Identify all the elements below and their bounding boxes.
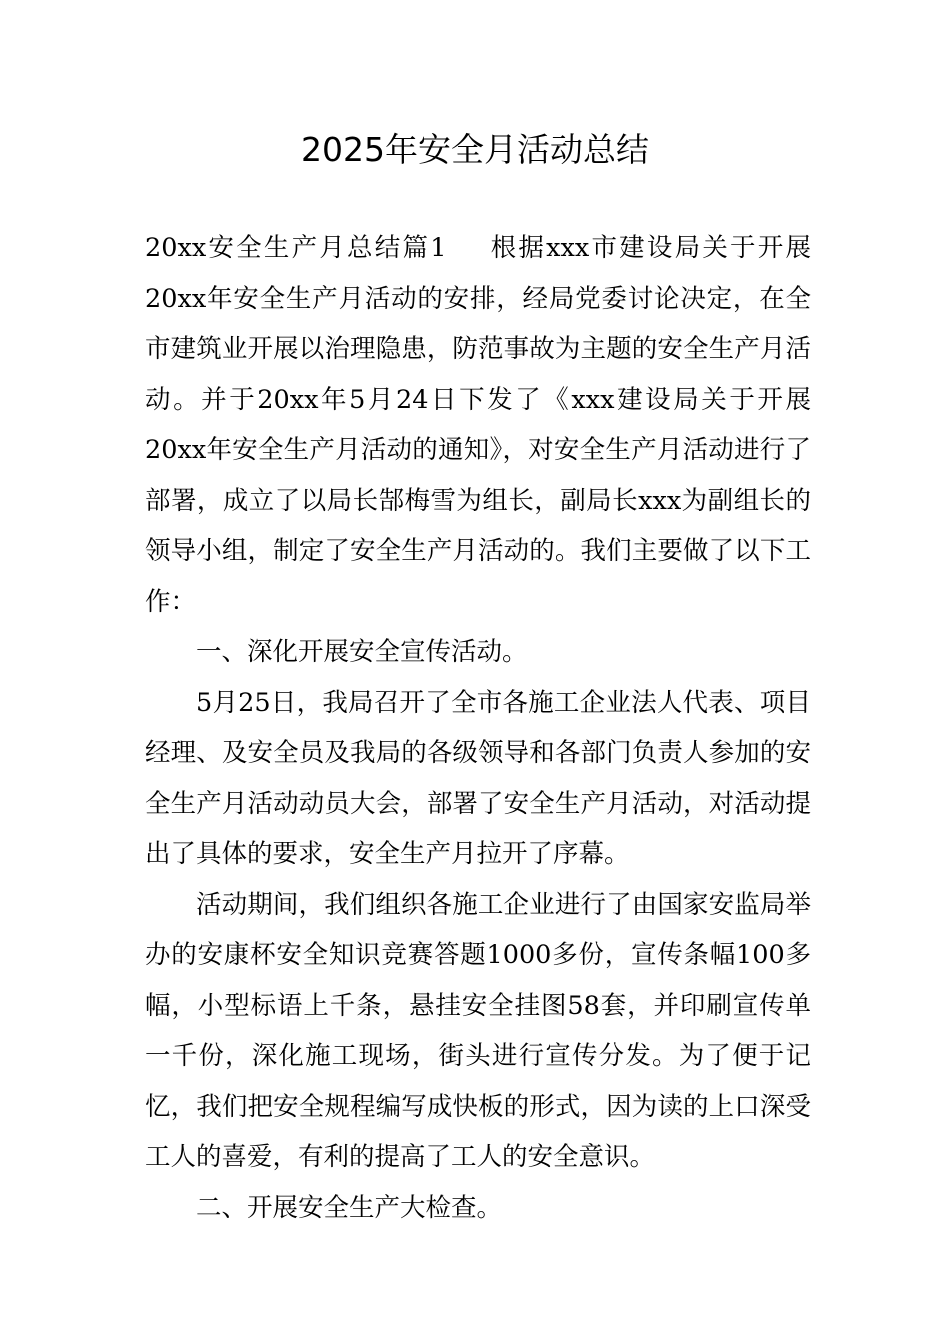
section1-paragraph-2: 活动期间，我们组织各施工企业进行了由国家安监局举办的安康杯安全知识竞赛答题1000多份，宣传条幅100多幅，小型标语上千条，悬挂安全挂图58套，并印刷宣传单一千份，深化施工现场，街头进行宣传分发。为了便于记忆，我们把安全规程编写成快板的形式，因为读的上口深受工人的喜爱，有利的提高了工人的安全意识。	[145, 889, 811, 1172]
document-title: 2025年安全月活动总结	[301, 130, 649, 169]
section2-heading: 二、开展安全生产大检查。	[196, 1192, 503, 1223]
intro-paragraph	[145, 223, 811, 627]
intro-label: 20xx安全生产月总结篇1	[145, 233, 447, 263]
document-body	[145, 223, 811, 1233]
section1-heading: 一、深化开展安全宣传活动。	[196, 637, 528, 667]
section1-paragraph-1: 5月25日，我局召开了全市各施工企业法人代表、项目经理、及安全员及我局的各级领导和各部门负责人参加的安全生产月活动动员大会，部署了安全生产月活动，对活动提出了具体的要求，安全生产月拉开了序幕。	[145, 687, 811, 869]
intro-text: 根据xxx市建设局关于开展20xx年安全生产月活动的安排，经局党委讨论决定，在全市建筑业开展以治理隐患，防范事故为主题的安全生产月活动。并于20xx年5月24日下发了《xxx建设局关于开展20xx年安全生产月活动的通知》，对安全生产月活动进行了部署，成立了以局长郜梅雪为组长，副局长xxx为副组长的领导小组，制定了安全生产月活动的。我们主要做了以下工作：	[145, 233, 811, 617]
